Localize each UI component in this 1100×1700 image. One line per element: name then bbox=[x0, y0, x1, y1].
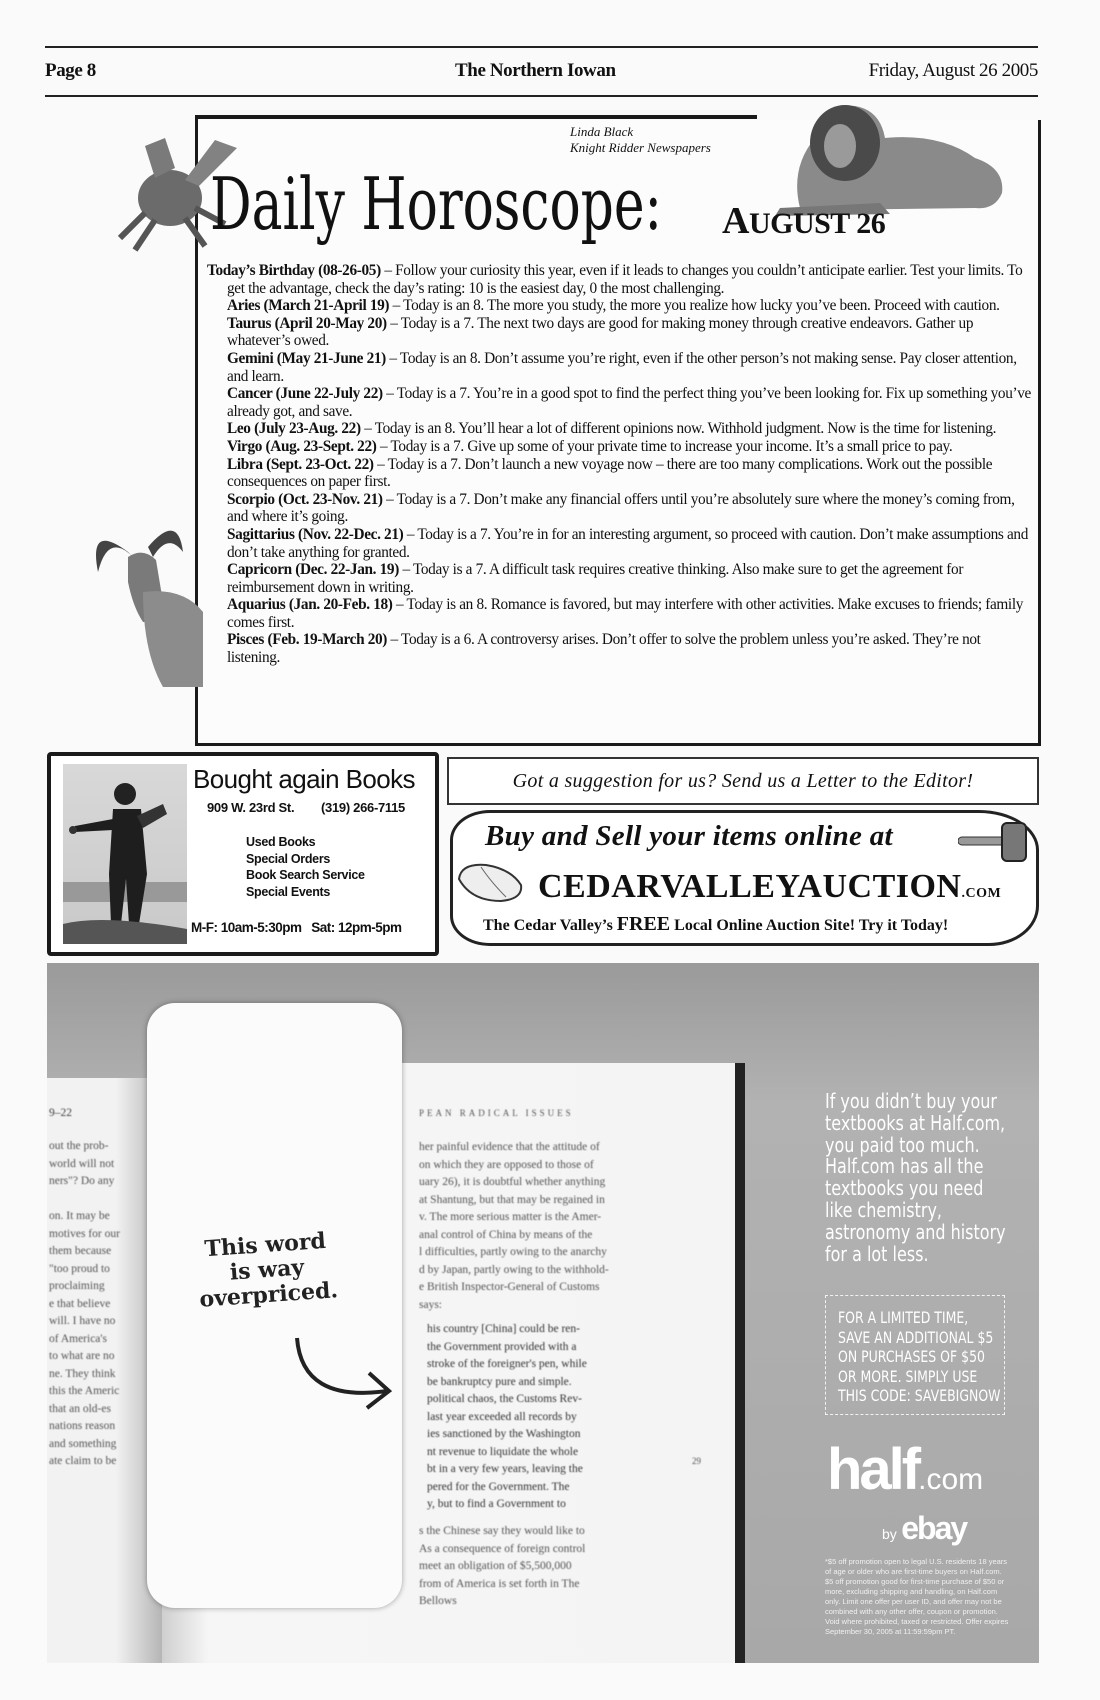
forecast-text: – Today is a 7. Don’t make any financial offers until you’re absolutely sure where the money’s coming from, and where it’s going. bbox=[227, 490, 1015, 526]
book-text-line: anal control of China by means of the bbox=[419, 1228, 593, 1241]
brand-valley: VALLEY bbox=[660, 868, 798, 905]
coupon-text bbox=[838, 1308, 1039, 1406]
book-text-line: says: bbox=[419, 1298, 442, 1311]
book-text-line: last year exceeded all records by bbox=[427, 1410, 577, 1423]
book-text-line: v. The more serious matter is the Amer- bbox=[419, 1211, 602, 1223]
book-text-line: world will not bbox=[49, 1157, 115, 1170]
book-text-line: from of America is set forth in The bbox=[419, 1577, 580, 1590]
auction-tagline bbox=[483, 913, 948, 937]
book-text-line: e that believe bbox=[49, 1297, 111, 1310]
horoscope-entry bbox=[207, 526, 1035, 561]
book-text-line: "too proud to bbox=[49, 1262, 110, 1275]
brand-auction: AUCTION bbox=[797, 868, 962, 905]
book-text-line: ne. They think bbox=[49, 1367, 116, 1380]
horoscope-entry bbox=[207, 350, 1035, 385]
card-line: This word bbox=[203, 1227, 327, 1263]
horoscope-entry bbox=[207, 491, 1035, 526]
sign-name: Aquarius (Jan. 20-Feb. 18) bbox=[227, 596, 393, 614]
date-rest: UGUST 26 bbox=[748, 207, 886, 240]
coupon-line: OR MORE. SIMPLY USE bbox=[838, 1366, 978, 1386]
sign-name: Gemini (May 21-June 21) bbox=[227, 349, 386, 367]
horoscope-entry bbox=[207, 385, 1035, 420]
lion-illustration-icon bbox=[760, 98, 1010, 216]
right-page-lower-text bbox=[419, 1523, 585, 1611]
book-text-line: motives for our bbox=[49, 1227, 120, 1240]
book-text-line: ners"? Do any bbox=[49, 1175, 115, 1187]
pitch-line: like chemistry, bbox=[825, 1197, 942, 1222]
coupon-line: SAVE AN ADDITIONAL $5 bbox=[838, 1327, 994, 1347]
forecast-text: – Today is an 8. The more you study, the more you realize how lucky you’ve been. Proceed with caution. bbox=[389, 297, 1000, 315]
store-name: Bought again Books bbox=[193, 764, 415, 794]
bookmark-card bbox=[147, 1003, 402, 1608]
book-text-line: on. It may be bbox=[49, 1210, 110, 1222]
card-line: overpriced. bbox=[198, 1277, 339, 1313]
horoscope-entry bbox=[207, 438, 1035, 456]
half-com-logo bbox=[827, 1437, 983, 1518]
card-text bbox=[185, 1228, 350, 1314]
sign-name: Taurus (April 20-May 20) bbox=[227, 314, 387, 332]
forecast-text: – Today is an 8. Don’t assume you’re right, even if the other person’s not making sense. Pay closer attention, and learn. bbox=[227, 349, 1017, 385]
right-page-quote bbox=[427, 1321, 587, 1514]
book-edge bbox=[735, 1063, 745, 1663]
book-text-line: y, but to find a Government to bbox=[427, 1498, 566, 1510]
book-text-line: at Shantung, but that may be regained in bbox=[419, 1193, 605, 1206]
horoscope-entry bbox=[207, 456, 1035, 491]
sign-name: Cancer (June 22-July 22) bbox=[227, 385, 383, 403]
bookseller-photo bbox=[63, 764, 187, 944]
birthday-entry bbox=[207, 262, 1035, 297]
man-with-violin-icon bbox=[63, 764, 187, 944]
forecast-text: – Today is a 7. You’re in for an interesting argument, so proceed with caution. Don’t make assumptions and don’t take anything for granted. bbox=[227, 525, 1029, 561]
book-text-line: stroke of the foreigner's pen, while bbox=[427, 1358, 587, 1370]
horoscope-text bbox=[207, 262, 1035, 667]
header-bottom-rule bbox=[45, 95, 1038, 97]
horoscope-date bbox=[722, 200, 885, 245]
tagline-free: FREE bbox=[616, 913, 671, 935]
syndicate: Knight Ridder Newspapers bbox=[570, 140, 711, 155]
sign-name: Sagittarius (Nov. 22-Dec. 21) bbox=[227, 525, 404, 543]
gavel-icon bbox=[958, 821, 1028, 865]
pitch-line: textbooks you need bbox=[825, 1176, 984, 1201]
brand-com: .COM bbox=[961, 886, 1002, 901]
forecast-text: – Today is a 7. You’re in a good spot to find the perfect thing you’ve been looking for. Fix up something you’ve already got, and save. bbox=[227, 385, 1031, 420]
book-text-line: uary 26), it is doubtful whether anything bbox=[419, 1176, 606, 1188]
ebay-logo bbox=[882, 1509, 966, 1554]
book-text-line: the Government provided with a bbox=[427, 1340, 577, 1353]
book-text-line: on which they are opposed to those of bbox=[419, 1158, 594, 1171]
book-text-line: and something bbox=[49, 1437, 117, 1450]
book-text-line: meet an obligation of $5,500,000 bbox=[419, 1560, 572, 1572]
left-page-number: 9–22 bbox=[49, 1107, 72, 1119]
forecast-text: – Today is a 7. A difficult task requires creative thinking. Also make sure to get the agreement for reimbursement down in writing. bbox=[227, 561, 964, 596]
store-services bbox=[246, 834, 365, 900]
pitch-line: you paid too much. bbox=[825, 1132, 980, 1157]
horoscope-entry bbox=[207, 420, 1035, 438]
book-text-line: s the Chinese say they would like to bbox=[419, 1525, 585, 1537]
ibex-illustration-icon bbox=[88, 512, 203, 687]
sign-name: Pisces (Feb. 19-March 20) bbox=[227, 631, 388, 649]
letter-to-editor-banner: Got a suggestion for us? Send us a Letter to the Editor! bbox=[447, 757, 1039, 805]
right-page-number: 29 bbox=[692, 1456, 701, 1466]
pitch-text bbox=[825, 1091, 1039, 1265]
book-text-line: pered for the Government. The bbox=[427, 1480, 570, 1493]
service-item: Used Books bbox=[246, 835, 316, 849]
left-page-text bbox=[49, 1138, 120, 1471]
running-head: PEAN RADICAL ISSUES bbox=[419, 1108, 574, 1118]
pitch-line: textbooks at Half.com, bbox=[825, 1110, 1006, 1135]
tagline-post: Local Online Auction Site! Try it Today! bbox=[670, 917, 949, 934]
book-text-line: bt in a very few years, leaving the bbox=[427, 1463, 583, 1475]
book-text-line: be bankruptcy pure and simple. bbox=[427, 1375, 572, 1388]
book-text-line: that an old-es bbox=[49, 1402, 111, 1415]
book-text-line: nations reason bbox=[49, 1420, 116, 1432]
fine-print: *$5 off promotion open to legal U.S. residents 18 years of age or older who are first-time buyers on Half.com. $5 off promotion good for first-time purchase of $50 or more, excluding shipping and handling, on Half.com only. Limit one offer per user ID, and offer may not be combined with any other offer, coupon or promotion. Void where prohibited, taxed or restricted. Offer expires September 30, 2005 at 11:59:59pm PT. bbox=[825, 1557, 1009, 1636]
tagline-pre: The Cedar Valley’s bbox=[483, 917, 617, 934]
pitch-line: Half.com has all the bbox=[825, 1154, 984, 1179]
book-text-line: ate claim to be bbox=[49, 1455, 117, 1467]
forecast-text: – Today is an 8. Romance is favored, but may interfere with other activities. Make excuses to friends; family comes first. bbox=[227, 596, 1024, 631]
coupon-box bbox=[825, 1295, 1005, 1415]
forecast-text: – Today is a 7. The next two days are good for making money through creative endeavors. Gather up whatever’s owed. bbox=[227, 314, 974, 350]
book-text-line: her painful evidence that the attitude of bbox=[419, 1141, 600, 1153]
mouse-icon bbox=[451, 857, 531, 907]
sign-name: Libra (Sept. 23-Oct. 22) bbox=[227, 455, 374, 473]
bought-again-books-ad bbox=[47, 752, 439, 956]
logo-by: by bbox=[882, 1526, 897, 1542]
store-phone: (319) 266-7115 bbox=[321, 800, 405, 815]
forecast-text: – Today is a 7. Don’t launch a new voyage now – there are too many complications. Work out the possible consequences on paper first. bbox=[227, 455, 993, 491]
pitch-line: astronomy and history bbox=[825, 1219, 1006, 1244]
book-text-line: ies sanctioned by the Washington bbox=[427, 1428, 581, 1440]
sign-name: Today’s Birthday (08-26-05) bbox=[207, 262, 381, 279]
book-text-line: Bellows bbox=[419, 1595, 457, 1607]
brand-cedar: CEDAR bbox=[538, 868, 661, 905]
auction-headline: Buy and Sell your items online at bbox=[485, 820, 893, 852]
horoscope-entry bbox=[207, 561, 1035, 596]
service-item: Special Orders bbox=[246, 851, 331, 866]
header-top-rule bbox=[45, 46, 1038, 48]
page-number: Page 8 bbox=[45, 60, 96, 81]
sign-name: Leo (July 23-Aug. 22) bbox=[227, 420, 361, 438]
book-text-line: his country [China] could be ren- bbox=[427, 1323, 580, 1335]
newspaper-name: The Northern Iowan bbox=[455, 60, 616, 81]
book-text-line: them because bbox=[49, 1245, 112, 1257]
cedar-valley-auction-ad bbox=[450, 810, 1039, 946]
half-com-ad bbox=[47, 963, 1039, 1663]
store-hours: M-F: 10am-5:30pm Sat: 12pm-5pm bbox=[191, 920, 402, 935]
forecast-text: – Follow your curiosity this year, even if it leads to changes you couldn’t anticipate earlier. Test your limits. To get the advantage, check the day’s rating: 10 is the easiest day, 0 the most challenging. bbox=[227, 262, 1023, 297]
book-text-line: will. I have no bbox=[49, 1315, 116, 1327]
sign-name: Capricorn (Dec. 22-Jan. 19) bbox=[227, 561, 399, 579]
service-item: Special Events bbox=[246, 884, 331, 899]
auction-brand bbox=[538, 865, 1001, 916]
horoscope-entry bbox=[207, 297, 1035, 315]
coupon-line: ON PURCHASES OF $50 bbox=[838, 1347, 985, 1366]
horoscope-entry bbox=[207, 315, 1035, 350]
date-initial: A bbox=[722, 200, 749, 242]
card-line: is way bbox=[228, 1254, 305, 1286]
horoscope-entry bbox=[207, 631, 1035, 666]
book-text-line: this the Americ bbox=[49, 1385, 120, 1397]
book-text-line: As a consequence of foreign control bbox=[419, 1542, 586, 1555]
author: Linda Black bbox=[570, 124, 634, 139]
forecast-text: – Today is a 7. Give up some of your private time to increase your income. It’s a small price to pay. bbox=[376, 437, 953, 455]
pitch-line: for a lot less. bbox=[825, 1241, 929, 1266]
coupon-line: FOR A LIMITED TIME, bbox=[838, 1308, 969, 1327]
pitch-line: If you didn’t buy your bbox=[825, 1089, 997, 1113]
store-address: 909 W. 23rd St. bbox=[207, 800, 295, 815]
horoscope-title: Daily Horoscope: bbox=[210, 162, 662, 246]
service-item: Book Search Service bbox=[246, 868, 365, 882]
book-text-line: political chaos, the Customs Rev- bbox=[427, 1393, 582, 1405]
byline bbox=[570, 124, 711, 156]
book-text-line: e British Inspector-General of Customs bbox=[419, 1281, 600, 1293]
book-text-line: proclaiming bbox=[49, 1280, 105, 1292]
logo-half: half bbox=[827, 1437, 919, 1502]
curved-arrow-icon bbox=[287, 1333, 397, 1423]
logo-com: .com bbox=[918, 1463, 984, 1496]
coupon-line: THIS CODE: SAVEBIGNOW bbox=[838, 1386, 1001, 1405]
book-text-line: nt revenue to liquidate the whole bbox=[427, 1445, 579, 1458]
sign-name: Virgo (Aug. 23-Sept. 22) bbox=[227, 437, 377, 455]
book-text-line: d by Japan, partly owing to the withhold- bbox=[419, 1263, 609, 1276]
book-text-line bbox=[49, 1191, 120, 1209]
book-text-line: out the prob- bbox=[49, 1140, 109, 1152]
sign-name: Aries (March 21-April 19) bbox=[227, 297, 390, 315]
horoscope-entry bbox=[207, 596, 1035, 631]
book-text-line: to what are no bbox=[49, 1350, 115, 1362]
right-page-text bbox=[419, 1139, 609, 1314]
book-text-line: of America's bbox=[49, 1332, 107, 1345]
logo-ebay: ebay bbox=[901, 1510, 967, 1546]
issue-date: Friday, August 26 2005 bbox=[868, 60, 1038, 81]
forecast-text: – Today is an 8. You’ll hear a lot of different opinions now. Withhold judgment. Now is the time for listening. bbox=[360, 420, 997, 438]
forecast-text: – Today is a 6. A controversy arises. Don’t offer to solve the problem unless you’re asked. They’re not listening. bbox=[227, 631, 981, 667]
sign-name: Scorpio (Oct. 23-Nov. 21) bbox=[227, 490, 383, 508]
book-text-line: l difficulties, partly owing to the anarchy bbox=[419, 1246, 607, 1258]
